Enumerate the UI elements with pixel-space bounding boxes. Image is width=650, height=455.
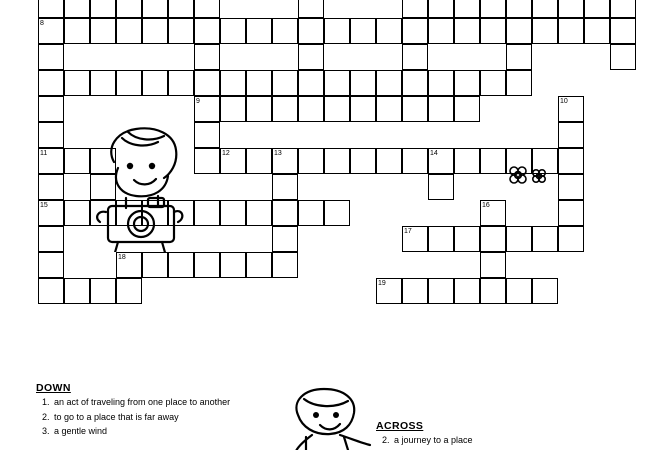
cell-number: 9 (196, 98, 200, 105)
cell-number: 16 (482, 202, 490, 209)
crossword-cell[interactable] (38, 70, 64, 96)
crossword-cell[interactable] (38, 122, 64, 148)
crossword-cell[interactable] (38, 148, 64, 174)
crossword-cell[interactable] (246, 70, 272, 96)
clue-item: 3. a gentle wind (52, 426, 296, 437)
crossword-cell[interactable] (480, 18, 506, 44)
crossword-cell[interactable] (272, 226, 298, 252)
crossword-cell[interactable] (454, 70, 480, 96)
crossword-cell[interactable] (402, 0, 428, 18)
crossword-cell[interactable] (64, 70, 90, 96)
crossword-cell[interactable] (376, 148, 402, 174)
crossword-cell[interactable] (142, 252, 168, 278)
clue-item: 2. to go to a place that is far away (52, 412, 296, 423)
crossword-cell[interactable] (428, 174, 454, 200)
crossword-cell[interactable] (194, 18, 220, 44)
crossword-cell[interactable] (506, 44, 532, 70)
crossword-cell[interactable] (558, 148, 584, 174)
crossword-cell[interactable] (38, 226, 64, 252)
down-heading: DOWN (36, 382, 71, 394)
crossword-cell[interactable] (298, 148, 324, 174)
crossword-cell[interactable] (90, 278, 116, 304)
cell-number: 11 (40, 150, 48, 157)
crossword-cell[interactable] (324, 148, 350, 174)
crossword-cell[interactable] (38, 18, 64, 44)
crossword-cell[interactable] (298, 200, 324, 226)
crossword-cell[interactable] (142, 0, 168, 18)
crossword-cell[interactable] (64, 278, 90, 304)
crossword-cell[interactable] (64, 18, 90, 44)
cell-number: 17 (404, 228, 412, 235)
crossword-cell[interactable] (298, 96, 324, 122)
crossword-cell[interactable] (64, 0, 90, 18)
crossword-cell[interactable] (194, 96, 220, 122)
crossword-cell[interactable] (558, 96, 584, 122)
crossword-cell[interactable] (168, 70, 194, 96)
cell-number: 12 (222, 150, 230, 157)
crossword-cell[interactable] (142, 18, 168, 44)
crossword-cell[interactable] (558, 226, 584, 252)
crossword-cell[interactable] (90, 0, 116, 18)
crossword-cell[interactable] (480, 226, 506, 252)
crossword-cell[interactable] (116, 278, 142, 304)
crossword-cell[interactable] (532, 0, 558, 18)
crossword-cell[interactable] (402, 70, 428, 96)
crossword-cell[interactable] (350, 70, 376, 96)
cell-number: 14 (430, 150, 438, 157)
crossword-cell[interactable] (194, 44, 220, 70)
crossword-cell[interactable] (402, 148, 428, 174)
crossword-cell[interactable] (324, 70, 350, 96)
crossword-cell[interactable] (610, 44, 636, 70)
crossword-cell[interactable] (194, 252, 220, 278)
crossword-cell[interactable] (298, 0, 324, 18)
crossword-cell[interactable] (480, 278, 506, 304)
crossword-cell[interactable] (90, 70, 116, 96)
crossword-cell[interactable] (428, 96, 454, 122)
crossword-cell[interactable] (428, 148, 454, 174)
crossword-cell[interactable] (402, 18, 428, 44)
crossword-cell[interactable] (246, 148, 272, 174)
crossword-cell[interactable] (168, 0, 194, 18)
crossword-cell[interactable] (142, 70, 168, 96)
crossword-cell[interactable] (454, 148, 480, 174)
cell-number: 18 (118, 254, 126, 261)
boy-illustration (282, 385, 378, 450)
crossword-cell[interactable] (532, 226, 558, 252)
boy-with-camera-illustration (92, 122, 202, 252)
crossword-cell[interactable] (64, 200, 90, 226)
crossword-cell[interactable] (506, 226, 532, 252)
crossword-cell[interactable] (454, 226, 480, 252)
crossword-cell[interactable] (272, 96, 298, 122)
crossword-cell[interactable] (38, 200, 64, 226)
crossword-cell[interactable] (272, 70, 298, 96)
crossword-cell[interactable] (298, 70, 324, 96)
clue-item: 2. a journey to a place (392, 435, 646, 446)
clue-item: 1. an act of traveling from one place to another (52, 397, 296, 408)
crossword-cell[interactable] (454, 18, 480, 44)
crossword-cell[interactable] (402, 44, 428, 70)
crossword-cell[interactable] (454, 96, 480, 122)
crossword-cell[interactable] (64, 148, 90, 174)
crossword-cell[interactable] (558, 0, 584, 18)
crossword-cell[interactable] (38, 96, 64, 122)
crossword-cell[interactable] (376, 96, 402, 122)
crossword-cell[interactable] (272, 18, 298, 44)
crossword-cell[interactable] (246, 96, 272, 122)
crossword-cell[interactable] (220, 96, 246, 122)
crossword-cell[interactable] (38, 0, 64, 18)
crossword-cell[interactable] (584, 0, 610, 18)
crossword-cell[interactable] (38, 44, 64, 70)
crossword-cell[interactable] (480, 200, 506, 226)
crossword-cell[interactable] (402, 278, 428, 304)
crossword-cell[interactable] (220, 18, 246, 44)
crossword-cell[interactable] (220, 252, 246, 278)
crossword-cell[interactable] (350, 96, 376, 122)
cell-number: 13 (274, 150, 282, 157)
crossword-cell[interactable] (480, 70, 506, 96)
crossword-cell[interactable] (298, 18, 324, 44)
crossword-cell[interactable] (428, 226, 454, 252)
crossword-cell[interactable] (194, 70, 220, 96)
crossword-cell[interactable] (246, 200, 272, 226)
crossword-cell[interactable] (220, 70, 246, 96)
crossword-cell[interactable] (454, 278, 480, 304)
across-clues-section (376, 420, 646, 450)
crossword-cell[interactable] (116, 18, 142, 44)
crossword-cell[interactable] (610, 18, 636, 44)
crossword-cell[interactable] (246, 252, 272, 278)
crossword-cell[interactable] (272, 174, 298, 200)
across-heading: ACROSS (376, 420, 424, 432)
crossword-cell[interactable] (220, 148, 246, 174)
crossword-cell[interactable] (324, 200, 350, 226)
crossword-cell[interactable] (558, 174, 584, 200)
cell-number: 19 (378, 280, 386, 287)
crossword-cell[interactable] (480, 0, 506, 18)
crossword-cell[interactable] (428, 18, 454, 44)
crossword-cell[interactable] (90, 18, 116, 44)
crossword-cell[interactable] (272, 252, 298, 278)
crossword-cell[interactable] (324, 96, 350, 122)
crossword-cell[interactable] (246, 18, 272, 44)
crossword-cell[interactable] (376, 70, 402, 96)
crossword-cell[interactable] (506, 278, 532, 304)
crossword-cell[interactable] (428, 278, 454, 304)
crossword-cell[interactable] (428, 70, 454, 96)
crossword-cell[interactable] (38, 252, 64, 278)
crossword-cell[interactable] (38, 278, 64, 304)
crossword-cell[interactable] (116, 252, 142, 278)
crossword-cell[interactable] (532, 278, 558, 304)
down-clues-section (36, 382, 296, 441)
crossword-cell[interactable] (480, 252, 506, 278)
flowers-illustration (503, 164, 551, 190)
cell-number: 8 (40, 20, 44, 27)
across-clue-list (376, 435, 646, 446)
crossword-cell[interactable] (350, 18, 376, 44)
crossword-cell[interactable] (38, 174, 64, 200)
crossword-cell[interactable] (428, 0, 454, 18)
crossword-cell[interactable] (558, 18, 584, 44)
crossword-cell[interactable] (168, 18, 194, 44)
crossword-cell[interactable] (506, 18, 532, 44)
down-clue-list (36, 397, 296, 437)
crossword-cell[interactable] (558, 200, 584, 226)
crossword-cell[interactable] (194, 0, 220, 18)
crossword-cell[interactable] (610, 0, 636, 18)
crossword-cell[interactable] (272, 148, 298, 174)
crossword-cell[interactable] (168, 252, 194, 278)
crossword-cell[interactable] (324, 18, 350, 44)
cell-number (66, 0, 70, 2)
crossword-cell[interactable] (116, 0, 142, 18)
crossword-cell[interactable] (506, 0, 532, 18)
crossword-cell[interactable] (376, 18, 402, 44)
crossword-cell[interactable] (116, 70, 142, 96)
crossword-cell[interactable] (298, 44, 324, 70)
crossword-cell[interactable] (402, 226, 428, 252)
crossword-cell[interactable] (454, 0, 480, 18)
crossword-cell[interactable] (272, 200, 298, 226)
crossword-cell[interactable] (584, 18, 610, 44)
crossword-cell[interactable] (558, 122, 584, 148)
crossword-cell[interactable] (532, 18, 558, 44)
cell-number: 15 (40, 202, 48, 209)
crossword-cell[interactable] (350, 148, 376, 174)
cell-number: 10 (560, 98, 568, 105)
crossword-cell[interactable] (376, 278, 402, 304)
crossword-cell[interactable] (506, 70, 532, 96)
crossword-cell[interactable] (220, 200, 246, 226)
crossword-cell[interactable] (402, 96, 428, 122)
